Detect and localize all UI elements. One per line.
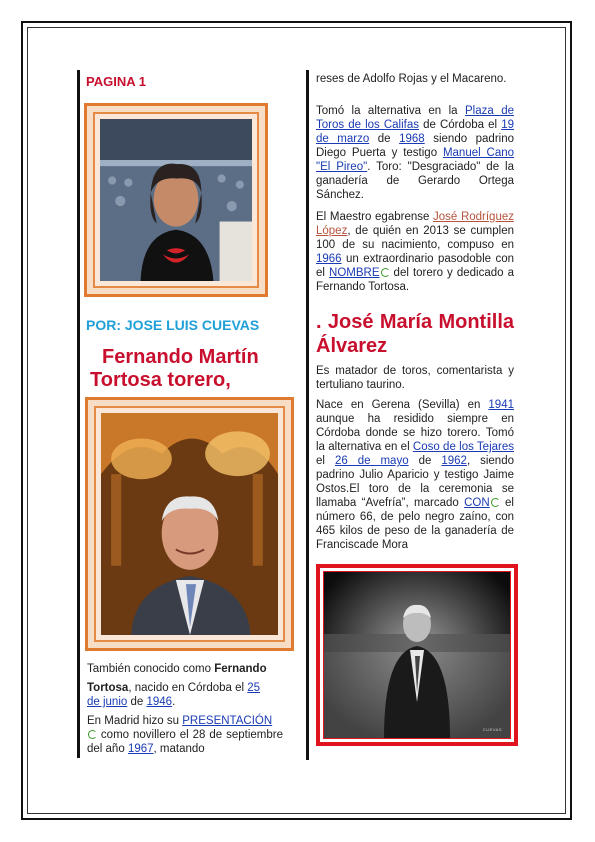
paragraph-right-1	[316, 72, 514, 86]
left-column-rule	[77, 70, 80, 758]
article-title-1	[90, 346, 259, 392]
photo-frame-3	[316, 564, 518, 746]
link-year-1966[interactable]: 1966	[316, 253, 342, 265]
bold-name: Tortosa	[87, 682, 129, 694]
link-year[interactable]: 1946	[146, 696, 173, 708]
link-year-1962[interactable]: 1962	[441, 455, 467, 467]
link-jose-rodriguez[interactable]: José Rodríguez López	[316, 211, 514, 237]
link-month[interactable]: de junio	[87, 696, 128, 708]
text-run: , matando	[153, 743, 205, 755]
text-run: el número 66, de pelo negro zaíno, con 465 kilos de peso de la ganadería de Franciscade Mora	[316, 497, 514, 551]
text-run: Es matador de toros, comentarista y tertuliano taurino.	[316, 365, 514, 391]
paragraph-left-3	[87, 714, 283, 756]
photo-frame-2	[85, 397, 294, 651]
text-run: , nacido en Córdoba el	[128, 682, 248, 694]
link-icon[interactable]	[491, 498, 500, 507]
text-run: , siendo padrino Julio Aparicio y testigo Jaime Ostos.El toro de la ceremonia se llamaba “Avefría”, marcado	[316, 455, 514, 509]
link-date[interactable]: 19 de marzo	[316, 119, 514, 145]
link-nombre[interactable]: NOMBRE	[329, 267, 380, 279]
title-line-2: Tortosa torero,	[90, 369, 231, 391]
paragraph-left-2	[87, 681, 283, 709]
photo-older-man-hall	[101, 413, 278, 635]
link-plaza-califas[interactable]: Plaza de Toros de los Califas	[316, 105, 514, 131]
text-run: Nace en Gerena (Sevilla) en	[316, 399, 489, 411]
text-run: aunque ha residido siempre en Córdoba donde se hizo torero. Tomó la alternativa en el	[316, 413, 514, 453]
paragraph-right-2	[316, 104, 514, 202]
text-run: Tomó la alternativa en la	[316, 105, 465, 117]
page-label: PAGINA 1	[86, 74, 146, 89]
paragraph-right-3	[316, 210, 514, 294]
paragraph-left-1	[87, 662, 283, 676]
link-year-1941[interactable]: 1941	[488, 399, 514, 411]
text-run: el	[316, 455, 335, 467]
text-run: También conocido como	[87, 663, 215, 675]
link-day[interactable]: 25	[247, 682, 261, 694]
photo-man-bullring	[324, 572, 510, 738]
title-line-1: Fernando Martín	[102, 346, 259, 368]
text-run: . Toro: "Desgraciado" de la ganadería de Gerardo Ortega Sánchez.	[316, 161, 514, 201]
photo-man-stadium	[100, 119, 252, 281]
text-run: del torero y dedicado a Fernando Tortosa.	[316, 267, 514, 293]
text-run: El Maestro egabrense	[316, 211, 434, 223]
article-title-2: . José María Montilla Álvarez	[316, 311, 514, 357]
paragraph-right-5	[316, 398, 514, 552]
text-run: reses de Adolfo Rojas y el Macareno.	[316, 73, 507, 85]
link-icon[interactable]	[88, 730, 97, 739]
photo-caption: CUEVAS	[482, 727, 502, 732]
text-run: como novillero el 28 de septiembre del año	[87, 729, 283, 755]
text-run: de	[408, 455, 442, 467]
link-coso-tejares[interactable]: Coso de los Tejares	[412, 441, 514, 453]
photo-frame-1	[84, 103, 268, 297]
link-year-1968[interactable]: 1968	[399, 133, 425, 145]
text-run: siendo padrino Diego Puerta y testigo	[316, 133, 514, 159]
link-con[interactable]: CON	[464, 497, 490, 509]
link-year-1967[interactable]: 1967	[127, 743, 154, 755]
text-run: de Córdoba el	[419, 119, 502, 131]
link-el-pireo[interactable]: Manuel Cano "El Pireo"	[316, 147, 515, 173]
paragraph-right-4	[316, 364, 514, 392]
right-column-rule	[306, 70, 309, 760]
link-icon[interactable]	[381, 268, 390, 277]
link-presentacion[interactable]: PRESENTACIÓN	[182, 715, 273, 727]
bold-name: Fernando	[214, 663, 267, 675]
text-run: de	[127, 696, 147, 708]
text-run: En Madrid hizo su	[87, 715, 183, 727]
text-run: un extraordinario pasodoble con el	[316, 253, 514, 279]
text-run: .	[172, 696, 176, 708]
text-run: , de quién en 2013 se cumplen 100 de su nacimiento, compuso en	[316, 225, 514, 251]
author-byline: POR: JOSE LUIS CUEVAS	[86, 317, 260, 333]
text-run: de	[369, 133, 400, 145]
link-date-26-mayo[interactable]: 26 de mayo	[334, 455, 409, 467]
